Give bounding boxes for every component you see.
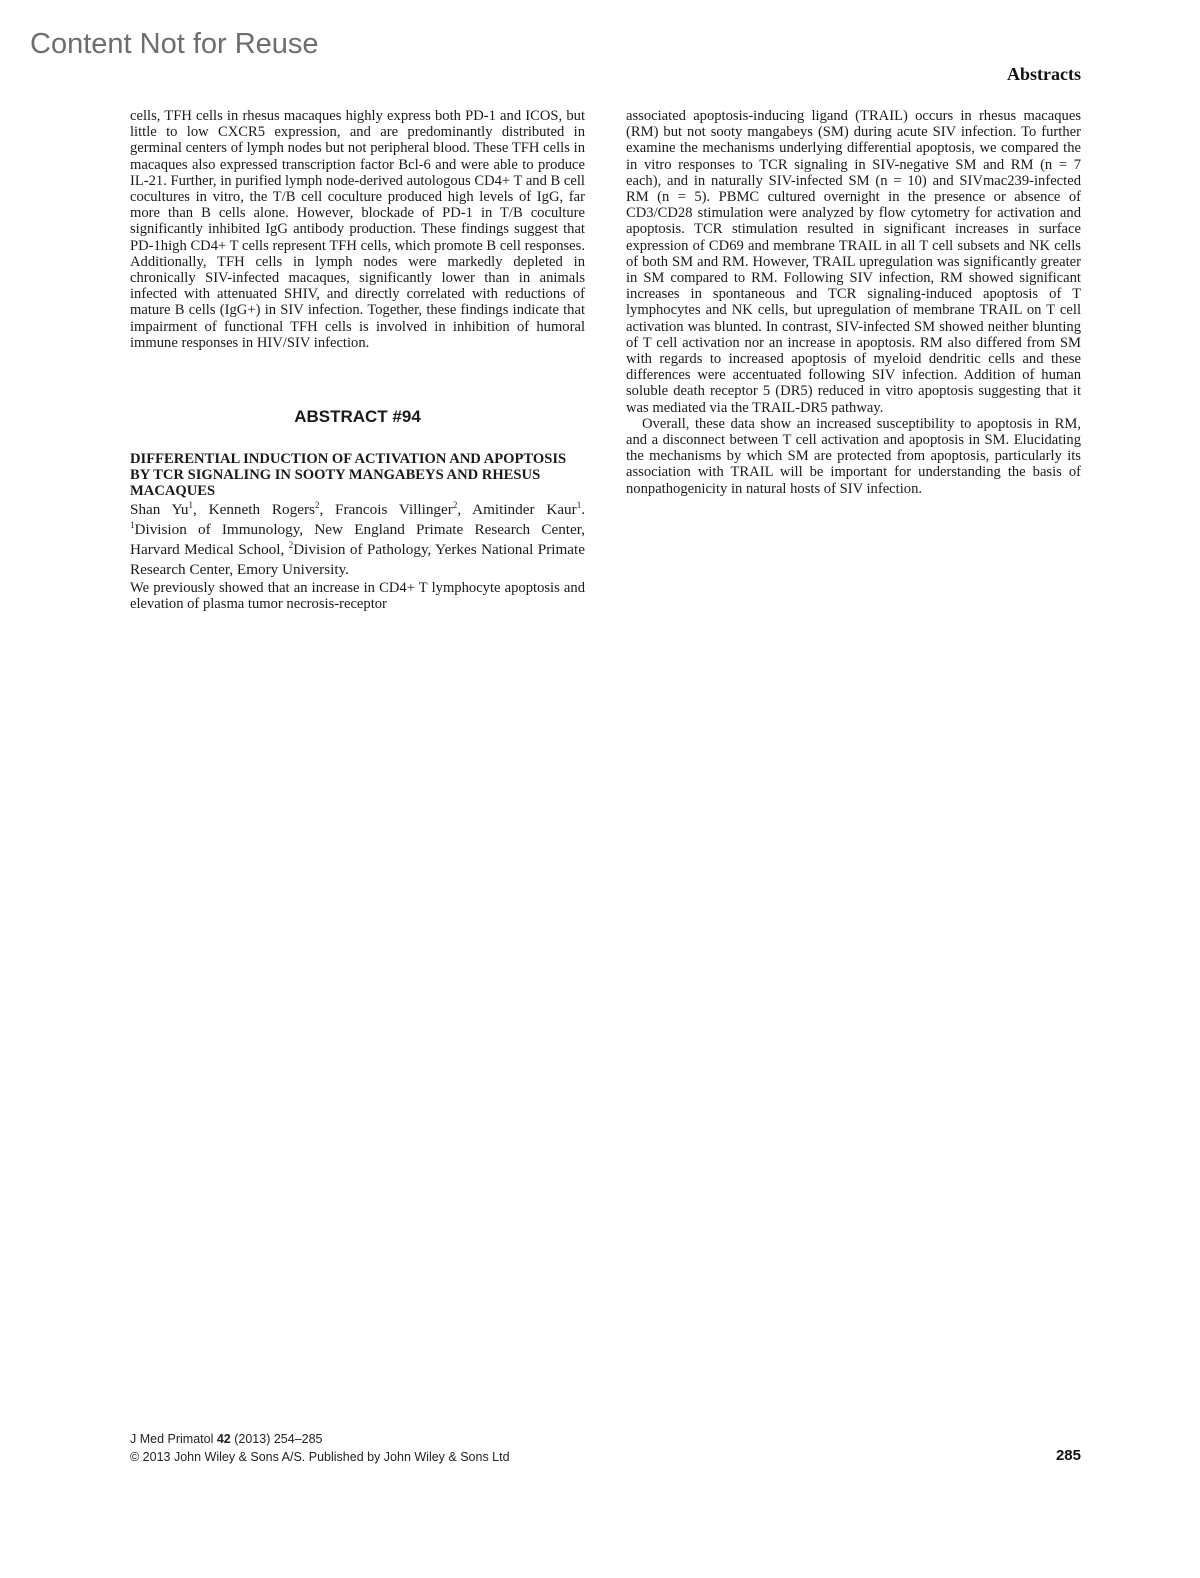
copyright-notice: © 2013 John Wiley & Sons A/S. Published by John Wiley & Sons Ltd bbox=[130, 1450, 510, 1464]
affiliation: Division of Immunology, New England Primate Research Center, Harvard Medical School, bbox=[130, 520, 585, 558]
abstract-body-start: We previously showed that an increase in CD4+ T lymphocyte apoptosis and elevation of plasma tumor necrosis-receptor bbox=[130, 579, 585, 612]
previous-abstract-continuation: cells, TFH cells in rhesus macaques highly express both PD-1 and ICOS, but little to low CXCR5 expression, and are predominantly distributed in germinal centers of lymph nodes but not peripheral blood. These TFH cells in macaques also expressed transcription factor Bcl-6 and were able to produce IL-21. Further, in purified lymph node-derived autologous CD4+ T and B cell cocultures in vitro, the T/B cell coculture produced high levels of IgG, far more than B cells alone. However, blockade of PD-1 in T/B coculture significantly inhibited IgG antibody production. These findings suggest that PD-1high CD4+ T cells represent TFH cells, which promote B cell responses. Additionally, TFH cells in lymph nodes were markedly depleted in chronically SIV-infected macaques, significantly lower than in animals infected with attenuated SHIV, and directly correlated with reductions of mature B cells (IgG+) in SIV infection. Together, these findings indicate that impairment of functional TFH cells is involved in inhibition of humoral immune responses in HIV/SIV infection. bbox=[130, 108, 585, 351]
right-column bbox=[626, 108, 1081, 497]
abstract-body-paragraph: associated apoptosis-inducing ligand (TRAIL) occurs in rhesus macaques (RM) but not sooty mangabeys (SM) during acute SIV infection. To further examine the mechanisms underlying differential apoptosis, we compared the in vitro responses to TCR signaling in SIV-negative SM and RM (n = 7 each), and in naturally SIV-infected SM (n = 10) and SIVmac239-infected RM (n = 5). PBMC cultured overnight in the presence or absence of CD3/CD28 stimulation were analyzed by flow cytometry for activation and apoptosis. TCR stimulation resulted in significant increases in surface expression of CD69 and membrane TRAIL in all T cell subsets and NK cells of both SM and RM. However, TRAIL upregulation was significantly greater in SM compared to RM. Following SIV infection, RM showed significant increases in spontaneous and TCR signaling-induced apoptosis of T lymphocytes and NK cells, but upregulation of membrane TRAIL on T cell activation was blunted. In contrast, SIV-infected SM showed neither blunting of T cell activation nor an increase in apoptosis. RM also differed from SM with regards to increased apoptosis of myeloid dendritic cells and these differences were accentuated following SIV infection. Addition of human soluble death receptor 5 (DR5) reduced in vitro apoptosis suggesting that it was mediated via the TRAIL-DR5 pathway. bbox=[626, 108, 1081, 416]
journal-citation bbox=[130, 1430, 510, 1448]
author-superscript: 1 bbox=[576, 499, 582, 510]
journal-year-pages: (2013) 254–285 bbox=[234, 1432, 323, 1446]
author-superscript: 2 bbox=[314, 499, 320, 510]
journal-name: J Med Primatol bbox=[130, 1432, 214, 1446]
affiliation-superscript: 1 bbox=[130, 519, 135, 530]
abstract-body-paragraph: Overall, these data show an increased susceptibility to apoptosis in RM, and a disconnect between T cell activation and apoptosis in SM. Elucidating the mechanisms by which SM are protected from apoptosis, particularly its association with TRAIL will be important for understanding the basis of nonpathogenicity in natural hosts of SIV infection. bbox=[626, 415, 1081, 497]
author-superscript: 2 bbox=[452, 499, 458, 510]
author-name: , Kenneth Rogers bbox=[193, 500, 315, 518]
author-name: , Amitinder Kaur bbox=[457, 500, 577, 518]
running-header: Abstracts bbox=[1007, 64, 1081, 84]
page-number: 285 bbox=[1055, 1447, 1081, 1464]
abstract-title: DIFFERENTIAL INDUCTION OF ACTIVATION AND APOPTOSIS BY TCR SIGNALING IN SOOTY MANGABEYS AND RHESUS MACAQUES bbox=[130, 451, 567, 500]
journal-volume: 42 bbox=[216, 1432, 231, 1446]
left-column bbox=[130, 108, 585, 612]
author-name: Shan Yu bbox=[130, 500, 189, 518]
affiliation-superscript: 2 bbox=[288, 539, 294, 550]
footer-citation bbox=[130, 1430, 510, 1466]
author-name: , Francois Villinger bbox=[319, 500, 453, 518]
abstract-number: ABSTRACT #94 bbox=[294, 407, 421, 427]
affiliation: Division of Pathology, Yerkes National Primate Research Center, Emory University. bbox=[130, 540, 585, 578]
author-superscript: 1 bbox=[188, 499, 194, 510]
watermark: Content Not for Reuse bbox=[30, 28, 319, 60]
authors-affiliations: Shan Yu$^1$, Kenneth Rogers$^2$, Francois Villinger$^2$, Amitinder Kaur$^1$. $^1$Division of Immunology, New England Primate Research Center, Harvard Medical School, $^2$Division of Pathology, Yerkes National Primate Research Center, Emory University. bbox=[130, 499, 586, 578]
